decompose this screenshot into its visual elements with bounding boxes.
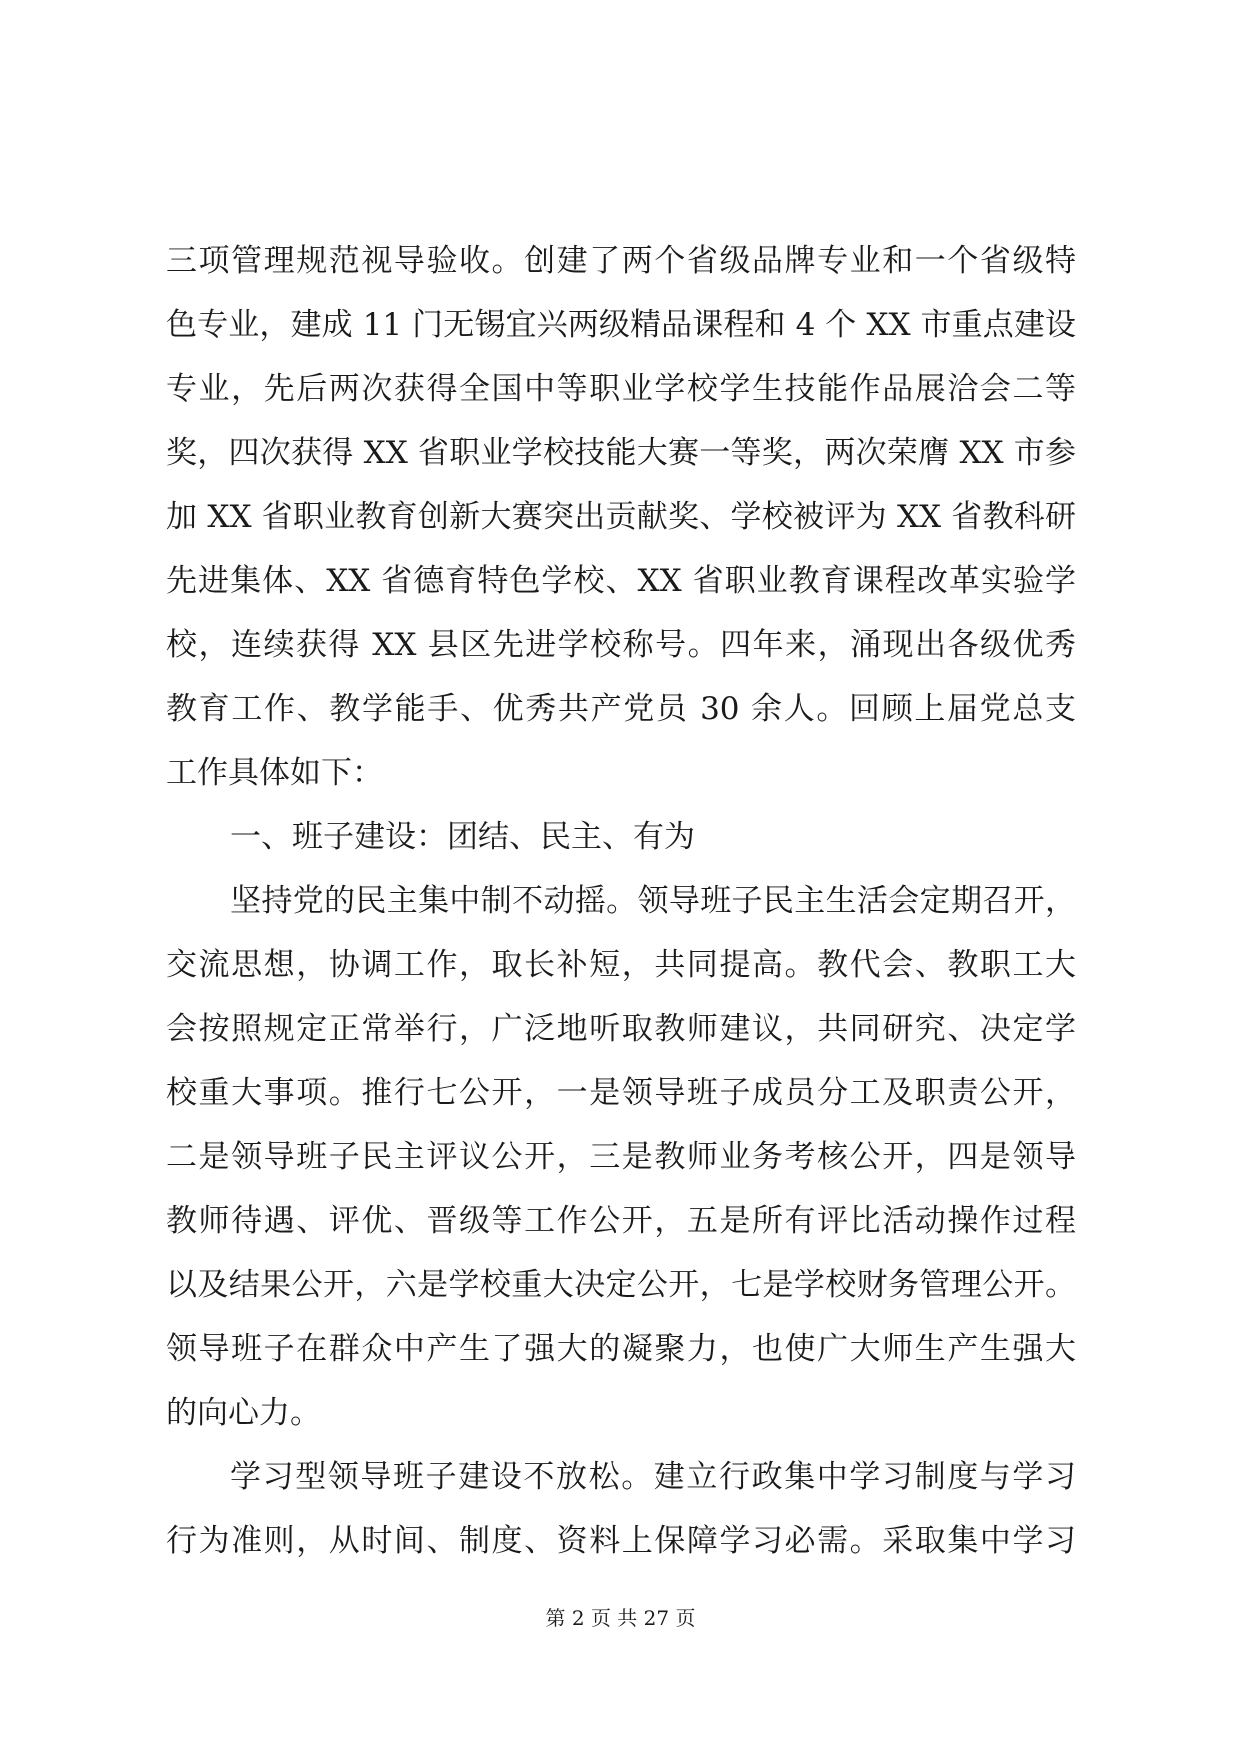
text-line: 加 XX 省职业教育创新大赛突出贡献奖、学校被评为 XX 省教科研: [166, 499, 1076, 535]
text-line: 校重大事项。推行七公开，一是领导班子成员分工及职责公开，: [166, 1075, 1076, 1111]
text-line: 专业，先后两次获得全国中等职业学校学生技能作品展洽会二等: [166, 371, 1076, 407]
text-line: 奖，四次获得 XX 省职业学校技能大赛一等奖，两次荣膺 XX 市参: [166, 435, 1076, 471]
body-text: [166, 229, 1076, 1573]
text-line: 学习型领导班子建设不放松。建立行政集中学习制度与学习: [230, 1459, 1076, 1495]
text-line: 交流思想，协调工作，取长补短，共同提高。教代会、教职工大: [166, 947, 1076, 983]
text-line: 会按照规定正常举行，广泛地听取教师建议，共同研究、决定学: [166, 1011, 1076, 1047]
text-line: 二是领导班子民主评议公开，三是教师业务考核公开，四是领导: [166, 1139, 1076, 1175]
text-line: 教师待遇、评优、晋级等工作公开，五是所有评比活动操作过程: [166, 1203, 1076, 1239]
page-number-footer: 第 2 页 共 27 页: [545, 1606, 696, 1630]
text-line: 行为准则，从时间、制度、资料上保障学习必需。采取集中学习: [166, 1523, 1076, 1559]
text-line: 工作具体如下：: [166, 755, 383, 791]
section-heading: 一、班子建设：团结、民主、有为: [230, 819, 695, 855]
text-line: 三项管理规范视导验收。创建了两个省级品牌专业和一个省级特: [166, 243, 1076, 279]
text-line: 教育工作、教学能手、优秀共产党员 30 余人。回顾上届党总支: [166, 691, 1076, 727]
text-line: 领导班子在群众中产生了强大的凝聚力，也使广大师生产生强大: [166, 1331, 1076, 1367]
text-line: 以及结果公开，六是学校重大决定公开，七是学校财务管理公开。: [166, 1267, 1076, 1303]
text-line: 先进集体、XX 省德育特色学校、XX 省职业教育课程改革实验学: [166, 563, 1076, 599]
text-line: 校，连续获得 XX 县区先进学校称号。四年来，涌现出各级优秀: [166, 627, 1076, 663]
text-line: 坚持党的民主集中制不动摇。领导班子民主生活会定期召开，: [230, 883, 1076, 919]
text-line: 的向心力。: [166, 1395, 321, 1431]
text-line: 色专业，建成 11 门无锡宜兴两级精品课程和 4 个 XX 市重点建设: [166, 307, 1076, 343]
